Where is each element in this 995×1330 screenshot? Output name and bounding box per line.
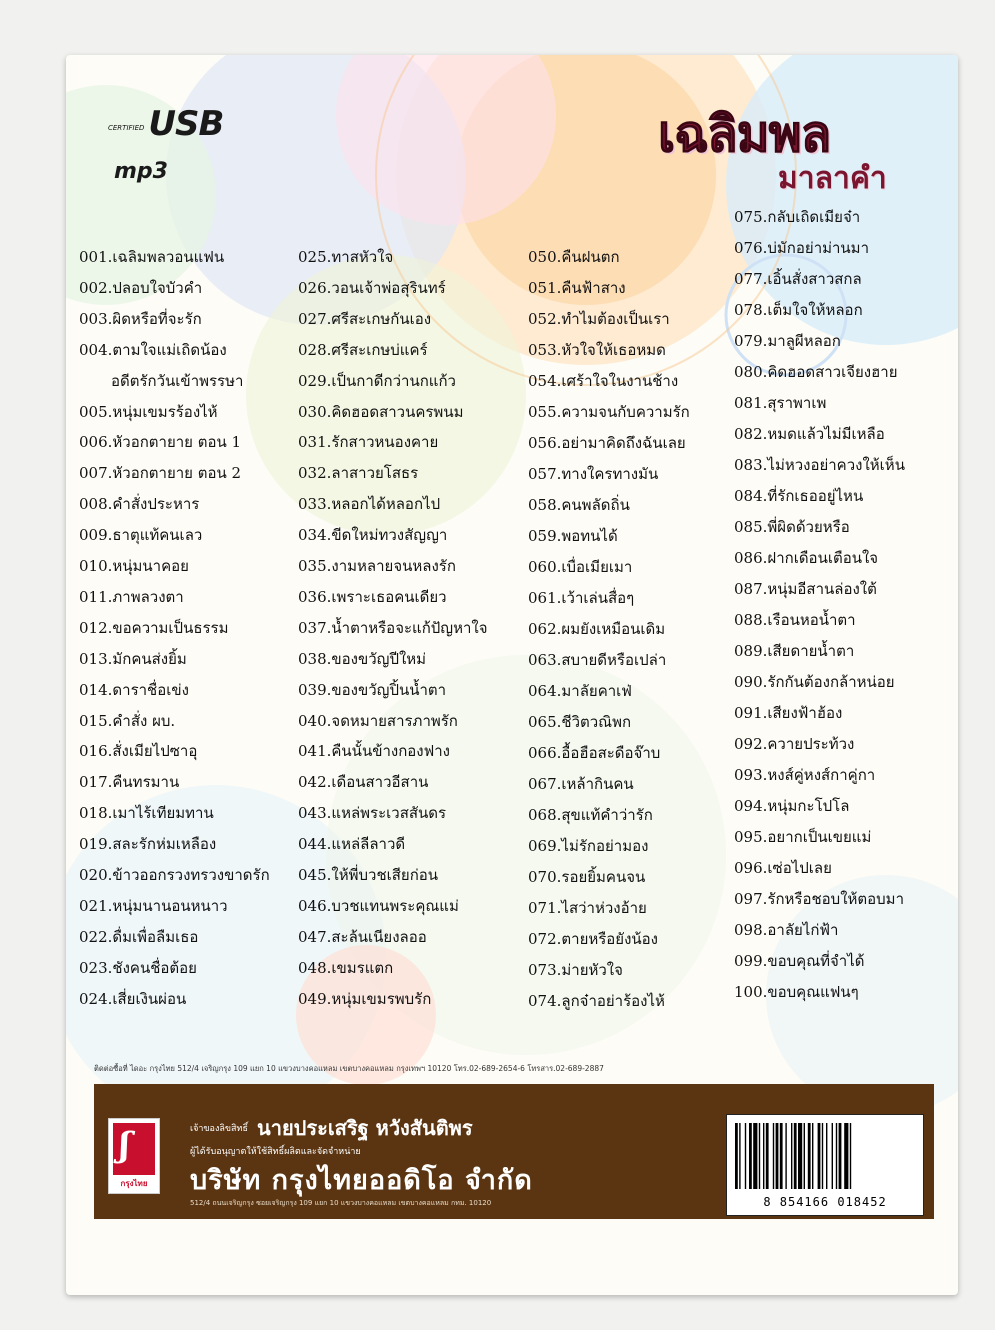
track-item: 003.ผิดหรือที่จะรัก bbox=[79, 309, 202, 328]
track-item: 082.หมดแล้วไม่มีเหลือ bbox=[734, 425, 885, 443]
track-item: 085.พี่ผิดด้วยหรือ bbox=[734, 518, 850, 536]
barcode-bar bbox=[759, 1123, 760, 1189]
track-item: 063.สบายดีหรือเปล่า bbox=[528, 651, 667, 669]
track-item: 024.เสี่ยเงินผ่อน bbox=[79, 989, 187, 1008]
track-item: 023.ชังคนชื่อต้อย bbox=[79, 958, 197, 977]
barcode-bar bbox=[739, 1123, 740, 1189]
track-item: 029.เป็นกาดีกว่านกแก้ว bbox=[298, 371, 456, 390]
barcode-bar bbox=[749, 1123, 752, 1189]
track-item: 068.สุขแท้คำว่ารัก bbox=[528, 806, 653, 824]
owner-prefix: เจ้าของลิขสิทธิ์ bbox=[190, 1124, 248, 1134]
track-item: 059.พอทนได้ bbox=[528, 527, 618, 545]
track-item: 095.อยากเป็นเขยแม่ bbox=[734, 828, 872, 846]
track-item: 033.หลอกได้หลอกไป bbox=[298, 495, 441, 514]
track-item: 018.เมาไร้เทียมทาน bbox=[79, 804, 214, 823]
certified-label: CERTIFIED bbox=[108, 124, 145, 132]
track-item: 094.หนุ่มกะโปโล bbox=[734, 797, 850, 815]
owner-name: นายประเสริฐ หวังสันติพร bbox=[257, 1116, 473, 1140]
track-item: 048.เขมรแตก bbox=[298, 958, 394, 977]
track-item: 020.ข้าวออกรวงทรวงขาดรัก bbox=[79, 866, 270, 884]
track-item: 005.หนุ่มเขมรร้องไห้ bbox=[79, 402, 218, 421]
track-item: 017.คืนทรมาน bbox=[79, 773, 180, 792]
track-item: 078.เต็มใจให้หลอก bbox=[734, 301, 863, 319]
track-item: 055.ความจนกับความรัก bbox=[528, 403, 690, 421]
album-title bbox=[658, 95, 920, 205]
barcode-bar bbox=[812, 1123, 813, 1189]
barcode-bar bbox=[808, 1123, 811, 1189]
barcode-bar bbox=[804, 1123, 805, 1189]
track-item: 002.ปลอบใจบัวคำ bbox=[79, 278, 203, 297]
track-item: 080.คิดฮอดสาวเจียงฮาย bbox=[734, 363, 898, 381]
track-item: 012.ขอความเป็นธรรม bbox=[79, 618, 229, 637]
barcode-bar bbox=[753, 1123, 757, 1189]
barcode-bar bbox=[850, 1123, 851, 1189]
track-item: 026.วอนเจ้าพ่อสุรินทร์ bbox=[298, 278, 446, 297]
artist-name: เฉลิมพล bbox=[658, 104, 831, 163]
track-item: 074.ลูกจ๋าอย่าร้องไห้ bbox=[528, 992, 665, 1010]
track-item: 006.หัวอกตายาย ตอน 1 bbox=[79, 433, 242, 452]
track-item: 011.ภาพลวงตา bbox=[79, 587, 184, 606]
track-item: 009.ธาตุแท้คนเลว bbox=[79, 526, 203, 545]
track-item: 077.เอิ้นสั่งสาวสกล bbox=[734, 270, 862, 288]
track-item: 056.อย่ามาคิดถึงฉันเลย bbox=[528, 434, 686, 452]
track-item: 040.จดหมายสารภาพรัก bbox=[298, 711, 458, 730]
track-item: 099.ขอบคุณที่จำได้ bbox=[734, 952, 865, 970]
barcode-bar bbox=[776, 1123, 779, 1189]
track-item: 028.ศรีสะเกษบ่แคร์ bbox=[298, 340, 428, 359]
track-item: 014.ดาราชื่อเข่ง bbox=[79, 680, 189, 699]
track-item: 073.ม่ายหัวใจ bbox=[528, 961, 623, 979]
track-item: 064.มาลัยคาเฟ่ bbox=[528, 682, 632, 700]
contact-address: ติดต่อซื้อที่ ไดอะ กรุงไทย 512/4 เจริญกรุง 109 แยก 10 แขวงบางคอแหลม เขตบางคอแหลม กรุงเทพฯ 10120 โทร.02-689-2654-6 โทรสาร.02-689-2887 bbox=[94, 1064, 604, 1073]
track-item: 045.ให้พี่บวชเสียก่อน bbox=[298, 866, 439, 884]
track-item: 070.รอยยิ้มคนจน bbox=[528, 868, 646, 886]
track-item: 100.ขอบคุณแฟนๆ bbox=[734, 983, 859, 1001]
track-item: 072.ตายหรือยังน้อง bbox=[528, 930, 659, 948]
track-item: 071.ไสว่าห่วงอ้าย bbox=[528, 899, 647, 917]
track-item: 025.ทาสหัวใจ bbox=[298, 248, 394, 266]
track-item: 038.ของขวัญปีใหม่ bbox=[298, 649, 427, 668]
barcode bbox=[726, 1114, 924, 1216]
track-item: 057.ทางใครทางมัน bbox=[528, 465, 659, 483]
company-name: บริษัท กรุงไทยออดิโอ จำกัด bbox=[190, 1165, 533, 1196]
track-item: 046.บวชแทนพระคุณแม่ bbox=[298, 896, 459, 915]
track-item: 049.หนุ่มเขมรพบรัก bbox=[298, 989, 432, 1008]
track-item: 032.ลาสาวยโสธร bbox=[298, 464, 419, 483]
barcode-bar bbox=[832, 1123, 833, 1189]
track-item: 054.เศร้าใจในงานช้าง bbox=[528, 372, 679, 390]
track-item: 053.หัวใจให้เธอหมด bbox=[528, 341, 666, 359]
track-item: 084.ที่รักเธออยู่ไหน bbox=[734, 487, 864, 505]
track-item: 065.ชีวิตวณิพก bbox=[528, 713, 632, 731]
track-item: 013.มักคนส่งยิ้ม bbox=[79, 649, 187, 668]
track-item: 036.เพราะเธอคนเดียว bbox=[298, 587, 447, 606]
track-item: 062.ผมยังเหมือนเดิม bbox=[528, 620, 666, 638]
track-item: 081.สุราพาเพ bbox=[734, 394, 827, 412]
publisher-logo bbox=[108, 1118, 160, 1194]
track-item: 093.หงส์คู่หงส์กาคู่กา bbox=[734, 766, 876, 784]
barcode-bar bbox=[818, 1123, 821, 1189]
track-item: 083.ไม่หวงอย่าควงให้เห็น bbox=[734, 456, 905, 474]
track-item: 066.อื้อฮือสะดือจ๊าบ bbox=[528, 744, 661, 762]
track-item: 021.หนุ่มนานอนหนาว bbox=[79, 896, 228, 915]
product-back-card bbox=[66, 55, 958, 1295]
track-item: 004.ตามใจแม่เถิดน้อง bbox=[79, 340, 227, 359]
track-item: 089.เสียดายน้ำตา bbox=[734, 642, 855, 660]
track-item: 008.คำสั่งประหาร bbox=[79, 495, 200, 514]
barcode-bar bbox=[745, 1123, 746, 1189]
track-item: 097.รักหรือชอบให้ตอบมา bbox=[734, 890, 904, 908]
track-item: 047.สะล้นเนียงลออ bbox=[298, 927, 427, 946]
track-item: อดีตรักวันเข้าพรรษา bbox=[111, 371, 244, 390]
logo-caption: กรุงไทย bbox=[120, 1179, 148, 1188]
barcode-bar bbox=[836, 1123, 837, 1189]
track-item: 010.หนุ่มนาคอย bbox=[79, 557, 189, 575]
track-item: 034.ขีดใหม่ทวงสัญญา bbox=[298, 526, 448, 545]
artist-surname: มาลาคำ bbox=[778, 161, 887, 196]
track-item: 039.ของขวัญปิ้นน้ำตา bbox=[298, 680, 447, 699]
track-item: 035.งามหลายจนหลงรัก bbox=[298, 557, 456, 575]
barcode-bar bbox=[794, 1123, 797, 1189]
copyright-owner bbox=[190, 1112, 473, 1144]
track-item: 092.ควายประท้วง bbox=[734, 735, 855, 753]
track-item: 087.หนุ่มอีสานล่องใต้ bbox=[734, 580, 877, 598]
barcode-bar bbox=[844, 1123, 848, 1189]
track-item: 098.อาลัยไก่ฟ้า bbox=[734, 921, 839, 939]
track-item: 007.หัวอกตายาย ตอน 2 bbox=[79, 464, 242, 483]
track-item: 022.ดื่มเพื่อลืมเธอ bbox=[79, 927, 199, 946]
track-item: 091.เสียงฟ้าฮ้อง bbox=[734, 704, 843, 722]
track-item: 096.เซ่อไปเลย bbox=[734, 859, 832, 877]
track-item: 076.บ่มักอย่าม่านมา bbox=[734, 239, 869, 257]
mp3-logo: mp3 bbox=[114, 159, 168, 184]
track-item: 037.น้ำตาหรือจะแก้ปัญหาใจ bbox=[298, 618, 488, 637]
track-item: 069.ไม่รักอย่ามอง bbox=[528, 837, 649, 855]
license-text: ผู้ได้รับอนุญาตให้ใช้สิทธิ์ผลิตและจัดจำหน่าย bbox=[190, 1147, 361, 1157]
track-item: 079.มาลูผีหลอก bbox=[734, 332, 841, 350]
track-item: 015.คำสั่ง ผบ. bbox=[79, 711, 176, 730]
track-item: 075.กลับเถิดเมียจ๋า bbox=[734, 208, 861, 226]
track-item: 090.รักกันต้องกล้าหน่อย bbox=[734, 673, 895, 691]
track-item: 052.ทำไมต้องเป็นเรา bbox=[528, 310, 670, 328]
track-item: 061.เว้าเล่นสื่อๆ bbox=[528, 589, 635, 607]
track-item: 044.แหล่ลีลาวดี bbox=[298, 835, 406, 854]
usb-logo bbox=[108, 105, 223, 143]
publisher-banner bbox=[94, 1084, 934, 1219]
company-address: 512/4 ถนนเจริญกรุง ซอยเจริญกรุง 109 แยก 10 แขวงบางคอแหลม เขตบางคอแหลม กทม. 10120 bbox=[190, 1199, 492, 1207]
barcode-bar bbox=[773, 1123, 774, 1189]
swan-icon: ʃ bbox=[119, 1125, 131, 1165]
barcode-bar bbox=[791, 1123, 792, 1189]
barcode-bar bbox=[822, 1123, 823, 1189]
track-item: 060.เบื่อเมียเมา bbox=[528, 558, 633, 576]
track-item: 030.คิดฮอดสาวนครพนม bbox=[298, 402, 464, 421]
track-item: 042.เดือนสาวอีสาน bbox=[298, 773, 429, 792]
footer bbox=[94, 1063, 934, 1223]
barcode-bar bbox=[839, 1123, 842, 1189]
track-item: 019.สละรักห่มเหลือง bbox=[79, 835, 217, 854]
track-item: 067.เหล้ากินคน bbox=[528, 775, 634, 793]
track-item: 041.คืนนั้นข้างกองฟาง bbox=[298, 742, 450, 761]
barcode-bar bbox=[785, 1123, 786, 1189]
usb-label: USB bbox=[148, 104, 224, 144]
track-item: 050.คืนฝนตก bbox=[528, 248, 620, 266]
track-item: 016.สั่งเมียไปซาอุ bbox=[79, 742, 198, 761]
track-item: 043.แหล่พระเวสสันดร bbox=[298, 804, 447, 823]
track-item: 088.เรือนหอน้ำตา bbox=[734, 611, 856, 629]
track-item: 051.คืนฟ้าสาง bbox=[528, 279, 626, 297]
barcode-bar bbox=[763, 1123, 764, 1189]
barcode-bar bbox=[735, 1123, 738, 1189]
barcode-bar bbox=[780, 1123, 783, 1189]
track-item: 086.ฝากเดือนเตือนใจ bbox=[734, 549, 879, 567]
barcode-bars bbox=[727, 1115, 923, 1195]
barcode-bar bbox=[766, 1123, 769, 1189]
barcode-bar bbox=[798, 1123, 802, 1189]
barcode-bar bbox=[826, 1123, 827, 1189]
barcode-number: 8 854166 018452 bbox=[763, 1195, 887, 1209]
track-item: 058.คนพลัดถิ่น bbox=[528, 496, 630, 514]
track-item: 031.รักสาวหนองคาย bbox=[298, 433, 439, 452]
track-item: 027.ศรีสะเกษกันเอง bbox=[298, 309, 432, 328]
track-item: 001.เฉลิมพลวอนแฟน bbox=[79, 248, 225, 266]
